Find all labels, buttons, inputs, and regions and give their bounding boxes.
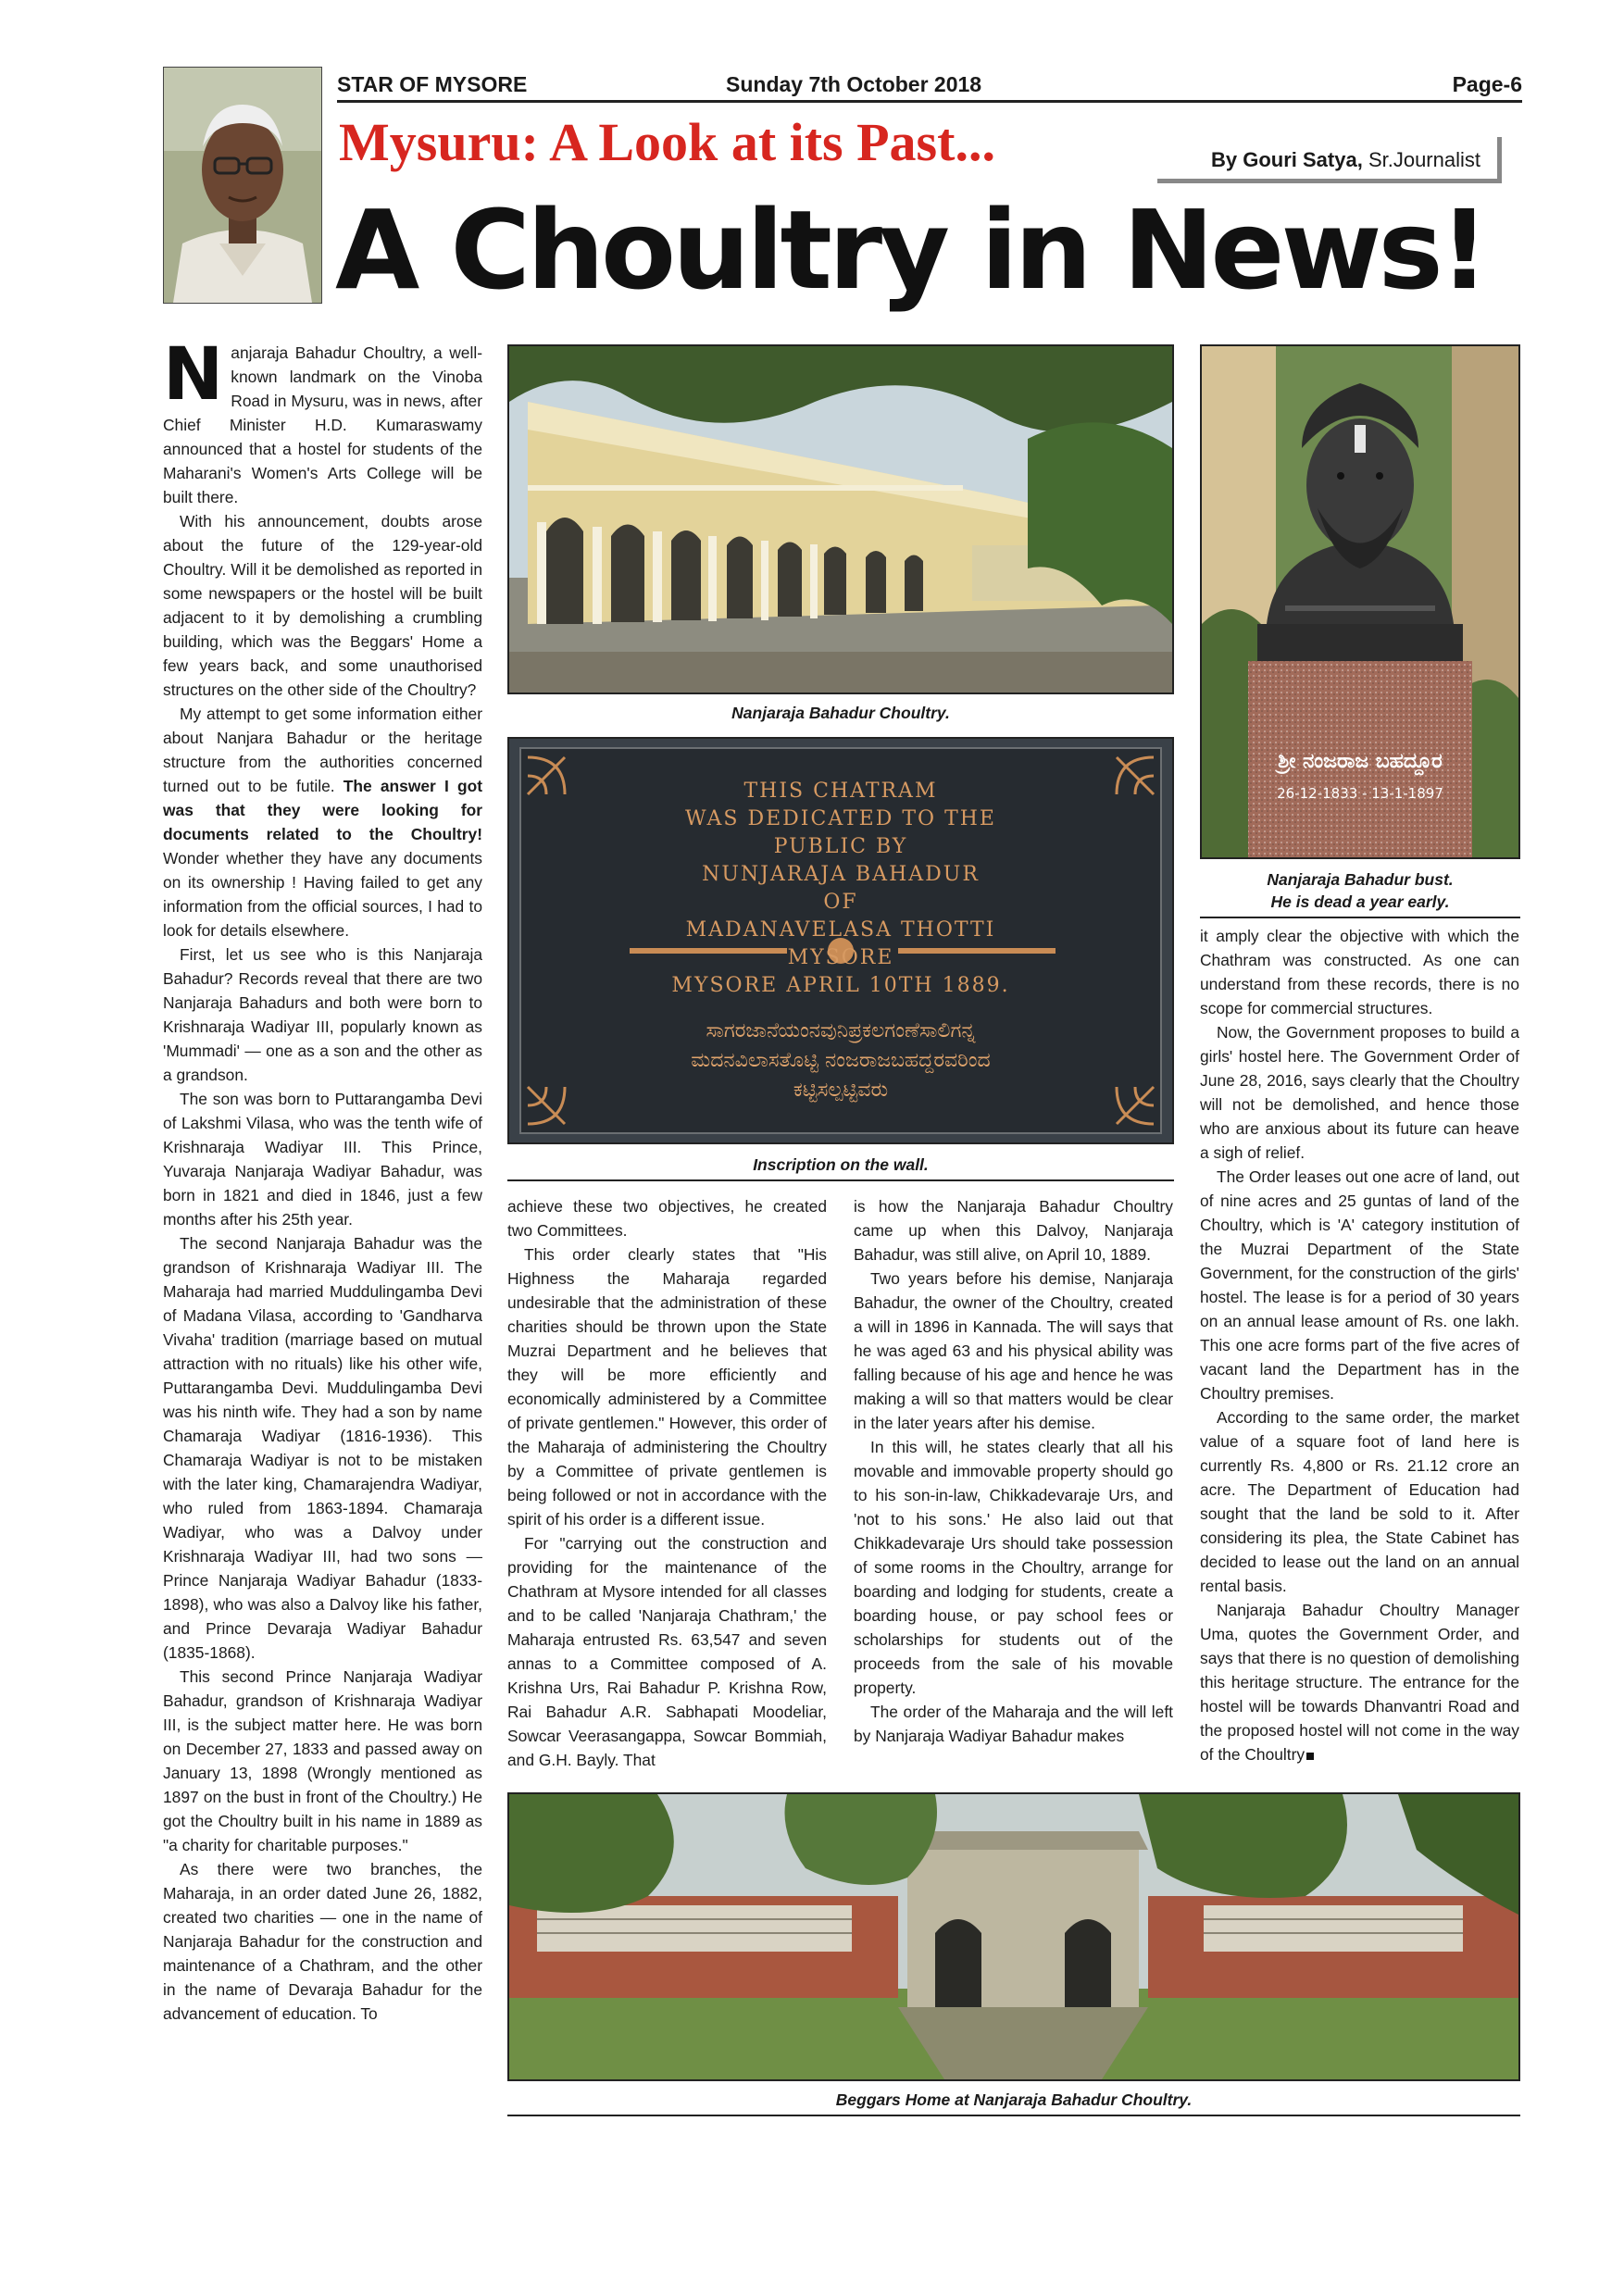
caption-rule xyxy=(507,2115,1520,2116)
inscription-kannada-line: ಕಟ್ಟಿಸಲ್ಪಟ್ಟಿವರು xyxy=(793,1079,889,1102)
inscription-line: MYSORE xyxy=(787,946,894,969)
end-mark xyxy=(1306,1753,1314,1760)
inscription-kannada-line: ಸಾಗರಜಾನೆಯಂನವುನಿಪ್ರಕಲಗಂಣೆಸಾಲಿಗನ್ನ xyxy=(706,1019,976,1042)
inscription-kannada-line: ಮದನವಿಲಾಸತೊಟ್ಟಿ ನಂಜರಾಜಬಹದ್ದರವರಿಂದ xyxy=(691,1049,991,1072)
inscription-line: MADANAVELASA THOTTI xyxy=(685,918,996,942)
article-column-3 xyxy=(854,1194,1173,1787)
page-header xyxy=(337,67,1522,98)
paragraph: With his announcement, doubts arose about the future of the 129-year-old Choultry. Will it be demolished as reported in some newspapers or the hostel will be built adjacent to it by demolishing a crumbling building, which was the Beggars' Home a few years back, and some unauthorised structures on the other side of the Choultry? xyxy=(163,512,482,699)
article-column-1 xyxy=(163,341,482,2118)
article-column-4 xyxy=(1200,924,1519,1785)
paragraph: As there were two branches, the Maharaja, in an order dated June 26, 1882, created two charities — one in the name of Nanjaraja Bahadur for the construction and maintenance of a Chathram, and the other in the name of Devaraja Bahadur for the advancement of education. To xyxy=(163,1860,482,2023)
inscription-photo-caption: Inscription on the wall. xyxy=(753,1155,929,1174)
inscription-line: WAS DEDICATED TO THE xyxy=(684,807,996,830)
inscription-kannada xyxy=(509,1017,1172,1105)
author-photo xyxy=(163,67,322,304)
bust-photo xyxy=(1200,344,1520,859)
bust-plaque-name: ಶ್ರೀ ನಂಜರಾಜ ಬಹದ್ದೂರ xyxy=(1278,750,1443,773)
paragraph: The second Nanjaraja Bahadur was the grandson of Krishnaraja Wadiyar III. The Maharaja had married Muddulingamba Devi of Madana Vilasa, according to 'Gandharva Vivaha' tradition (marriage based on mutual attraction with no rituals) like his other wife, Puttarangamba Devi. Muddulingamba Devi was his ninth wife. They had a son by name Chamaraja Wadiyar (1816-1936). This Chamaraja Wadiyar is not to be mistaken with the later king, Chamarajendra Wadiyar, who ruled from 1863-1894. Chamaraja Wadiyar, who was a Dalvoy under Krishnaraja Wadiyar III, had two sons — Prince Nanjaraja Wadiyar Bahadur (1833-1898), who was also a Dalvoy like his father, and Prince Devaraja Wadiyar Bahadur (1835-1868). xyxy=(163,1234,482,1662)
beggars-home-photo xyxy=(507,1792,1520,2081)
paragraph: The order of the Maharaja and the will left by Nanjaraja Wadiyar Bahadur makes xyxy=(854,1703,1173,1745)
byline xyxy=(1157,137,1502,183)
bust-caption-line: He is dead a year early. xyxy=(1270,892,1450,911)
drop-cap: N xyxy=(163,341,224,417)
paragraph: This second Prince Nanjaraja Wadiyar Bahadur, grandson of Krishnaraja Wadiyar III, is the subject matter here. He was born on December 27, 1833 and passed away on January 13, 1898 (Wrongly mentioned as 1897 on the bust in front of the Choultry.) He got the Choultry built in his name in 1889 as "a charity for charitable purposes." xyxy=(163,1667,482,1854)
series-title: Mysuru: A Look at its Past... xyxy=(339,112,995,172)
inscription-line: NUNJARAJA BAHADUR xyxy=(702,863,980,886)
paragraph: achieve these two objectives, he created two Committees. xyxy=(507,1197,827,1240)
paragraph: The son was born to Puttarangamba Devi of Lakshmi Vilasa, who was the tenth wife of Krishnaraja Wadiyar III. This Prince, Yuvaraja Nanjaraja Wadiyar Bahadur, was born in 1821 and died in 1846, just a few months after his 25th year. xyxy=(163,1090,482,1229)
paragraph: First, let us see who is this Nanjaraja Bahadur? Records reveal that there are two Nanjaraja Bahadurs and both were born to Krishnaraja Wadiyar III, popularly known as 'Mummadi' — one as a son and the other as a grandson. xyxy=(163,945,482,1084)
bust-plaque-dates: 26-12-1833 - 13-1-1897 xyxy=(1277,785,1443,802)
paragraph: This order clearly states that "His Highness the Maharaja regarded undesirable that the administration of these charities should be thrown upon the State Muzrai Department and he believes that they will be more efficiently and economically administered by a Committee of private gentlemen." However, this order of the Maharaja of administering the Choultry by a Committee of private gentlemen is being followed or not in accordance with the spirit of his order is a different issue. xyxy=(507,1245,827,1529)
caption-rule xyxy=(507,1179,1174,1181)
page-number: Page-6 xyxy=(1452,72,1522,96)
byline-role: Sr.Journalist xyxy=(1368,148,1480,171)
issue-date: Sunday 7th October 2018 xyxy=(726,72,982,96)
beggars-home-caption: Beggars Home at Nanjaraja Bahadur Choultry. xyxy=(835,2090,1193,2109)
caption-rule xyxy=(1200,917,1520,918)
inscription-text xyxy=(509,778,1172,1000)
paragraph: According to the same order, the market value of a square foot of land here is currently Rs. 4,800 or Rs. 21.12 crore an acre. The Department of Education had sought that the land be sold to it. After considering its plea, the State Cabinet has decided to lease out the land on an annual rental basis. xyxy=(1200,1408,1519,1595)
paragraph: In this will, he states clearly that all his movable and immovable property should go to his son-in-law, Chikkadevaraje Urs, and 'not to his sons.' He also laid out that Chikkadevaraje Urs should take possession of some rooms in the Choultry, arrange for boarding and lodging for students, create a boarding house, or pay school fees or scholarships for students out of the proceeds from the sale of his movable property. xyxy=(854,1438,1173,1697)
paragraph: Now, the Government proposes to build a girls' hostel here. The Government Order of June 28, 2016, says clearly that the Choultry will not be demolished, and hence those who are anxious about its future can heave a sigh of relief. xyxy=(1200,1023,1519,1162)
paragraph: The Order leases out one acre of land, out of nine acres and 25 guntas of land of the Choultry, which is 'A' category institution of the Muzrai Department of the State Government, for the construction of the girls' hostel. The lease is for a period of 30 years on an annual lease amount of Rs. one lakh. This one acre forms part of the five acres of vacant land the Department has in the Choultry premises. xyxy=(1200,1167,1519,1403)
inscription-line: THIS CHATRAM xyxy=(743,780,938,803)
paragraph-highlight: The answer I got was that they were looking for documents related to the Choultry! xyxy=(163,777,482,843)
paragraph: For "carrying out the construction and providing for the maintenance of the Chathram at Mysore intended for all classes and to be called 'Nanjaraja Chathram,' the Maharaja entrusted Rs. 63,547 and seven annas to a Committee composed of A. Krishna Urs, Rai Bahadur P. Krishna Row, Rai Bahadur A.R. Sabhapati Moodeliar, Sowcar Veerasangappa, Sowcar Bommiah, and G.H. Bayly. That xyxy=(507,1534,827,1769)
header-rule xyxy=(337,100,1522,103)
choultry-photo xyxy=(507,344,1174,694)
paragraph-text: Wonder whether they have any documents on its ownership ! Having failed to get any information from the official sources, I had to look for details elsewhere. xyxy=(163,849,482,940)
headline: A Choultry in News! xyxy=(335,186,1486,314)
publication-name: STAR OF MYSORE xyxy=(337,72,528,96)
paragraph-text: Nanjaraja Bahadur Choultry Manager Uma, quotes the Government Order, and says that there is no question of demolishing this heritage structure. The entrance for the hostel will be towards Dhanvantri Road and the proposed hostel will not come in the way of the Choultry xyxy=(1200,1601,1519,1764)
bust-photo-caption xyxy=(1200,868,1520,913)
choultry-photo-caption: Nanjaraja Bahadur Choultry. xyxy=(731,704,950,722)
paragraph xyxy=(163,702,482,942)
paragraph: Two years before his demise, Nanjaraja Bahadur, the owner of the Choultry, created a will in 1896 in Kannada. The will says that he was aged 63 and his physical ability was falling because of his age and hence he was making a will so that matters would be clear in the later years after his demise. xyxy=(854,1269,1173,1432)
article-column-2 xyxy=(507,1194,827,1787)
paragraph-text: My attempt to get some information either about Nanjara Bahadur or the heritage structure from the authorities concerned turned out to be futile. xyxy=(163,705,482,795)
inscription-line: OF xyxy=(823,891,858,914)
bust-caption-line: Nanjaraja Bahadur bust. xyxy=(1267,870,1454,889)
paragraph: is how the Nanjaraja Bahadur Choultry came up when this Dalvoy, Nanjaraja Bahadur, was still alive, on April 10, 1889. xyxy=(854,1197,1173,1264)
paragraph: it amply clear the objective with which the Chathram was constructed. As one can understand from these records, there is no scope for commercial structures. xyxy=(1200,927,1519,1017)
paragraph xyxy=(1200,1598,1519,1766)
byline-author: By Gouri Satya, xyxy=(1210,148,1368,171)
inscription-line: MYSORE APRIL 10TH 1889. xyxy=(671,974,1010,997)
inscription-photo xyxy=(507,737,1174,1144)
paragraph: anjaraja Bahadur Choultry, a well-known landmark on the Vinoba Road in Mysuru, was in news, after Chief Minister H.D. Kumaraswamy announced that a hostel for students of the Maharani's Women's Arts College will be built there. xyxy=(163,343,482,506)
inscription-line: PUBLIC BY xyxy=(773,835,908,858)
